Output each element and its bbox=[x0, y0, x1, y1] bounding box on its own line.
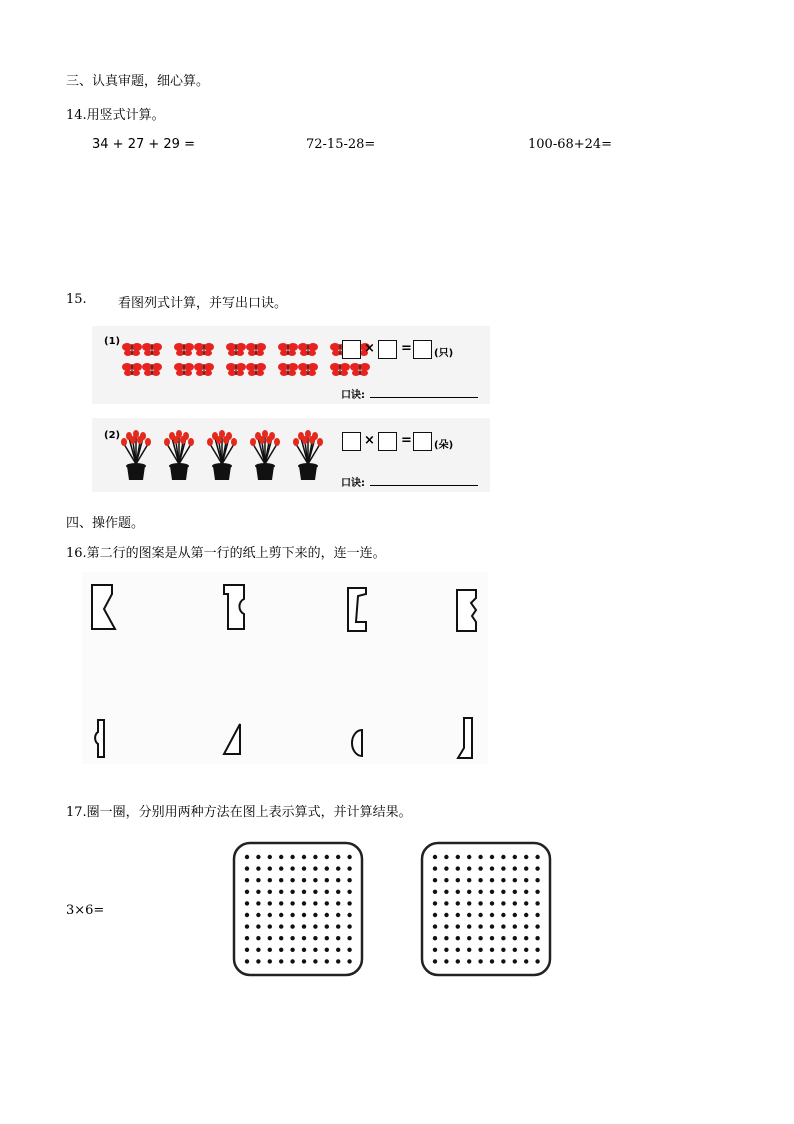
grid-dot bbox=[456, 890, 460, 894]
butterfly-icon bbox=[226, 363, 246, 376]
cut-piece-2 bbox=[224, 724, 240, 754]
grid-frame bbox=[234, 843, 362, 975]
cut-piece-4 bbox=[458, 718, 472, 758]
butterfly-icon bbox=[174, 363, 194, 376]
grid-dot bbox=[490, 890, 494, 894]
grid-dot bbox=[313, 890, 317, 894]
q15-panel-1 bbox=[92, 326, 490, 404]
flower-pot-icon bbox=[121, 430, 151, 480]
grid-dot bbox=[535, 924, 539, 928]
grid-dot bbox=[256, 878, 260, 882]
grid-dot bbox=[535, 890, 539, 894]
butterfly-icon bbox=[350, 363, 370, 376]
grid-dot bbox=[513, 959, 517, 963]
grid-dot bbox=[478, 866, 482, 870]
grid-dot bbox=[513, 948, 517, 952]
grid-dot bbox=[467, 913, 471, 917]
times-sign-1: × bbox=[364, 341, 375, 356]
butterfly-icon bbox=[298, 363, 318, 376]
q17-expression: 3×6= bbox=[66, 903, 105, 918]
butterfly-icon bbox=[122, 343, 142, 356]
flower-pot-group bbox=[124, 438, 334, 508]
grid-dot bbox=[456, 924, 460, 928]
flower-pot-icon bbox=[207, 430, 237, 480]
answer-box-2a[interactable] bbox=[342, 432, 361, 451]
grid-dot bbox=[444, 890, 448, 894]
equals-sign-1: = bbox=[401, 341, 412, 356]
grid-dot bbox=[279, 924, 283, 928]
grid-dot bbox=[456, 913, 460, 917]
grid-dot bbox=[302, 890, 306, 894]
grid-dot bbox=[490, 878, 494, 882]
butterfly-icon bbox=[298, 343, 318, 356]
grid-dot bbox=[256, 866, 260, 870]
grid-dot bbox=[347, 855, 351, 859]
grid-dot bbox=[302, 866, 306, 870]
paper-shape-3 bbox=[348, 588, 366, 631]
grid-dot bbox=[245, 948, 249, 952]
grid-dot bbox=[325, 924, 329, 928]
grid-dot bbox=[325, 936, 329, 940]
grid-dot bbox=[490, 913, 494, 917]
flower-pot-icon bbox=[164, 430, 194, 480]
grid-dot bbox=[444, 959, 448, 963]
grid-dot bbox=[245, 890, 249, 894]
grid-dot bbox=[347, 959, 351, 963]
expression-3: 100-68+24= bbox=[528, 137, 613, 152]
q16-shapes bbox=[82, 572, 488, 764]
grid-dot bbox=[313, 901, 317, 905]
grid-dot bbox=[490, 924, 494, 928]
grid-dot bbox=[347, 948, 351, 952]
grid-dot bbox=[467, 878, 471, 882]
grid-dot bbox=[513, 890, 517, 894]
grid-dot bbox=[535, 878, 539, 882]
grid-dot bbox=[268, 948, 272, 952]
unit-label-2: (朵) bbox=[434, 440, 454, 451]
question-16-title: 16.第二行的图案是从第一行的纸上剪下来的，连一连。 bbox=[66, 546, 386, 561]
grid-dot bbox=[325, 855, 329, 859]
grid-dot bbox=[268, 890, 272, 894]
grid-dot bbox=[433, 924, 437, 928]
grid-dot bbox=[256, 959, 260, 963]
grid-dot bbox=[245, 901, 249, 905]
grid-dot bbox=[478, 878, 482, 882]
grid-dot bbox=[290, 948, 294, 952]
q15-item1-label: (1) bbox=[104, 336, 121, 347]
answer-box-1b[interactable] bbox=[378, 340, 397, 359]
grid-dot bbox=[524, 901, 528, 905]
grid-dot bbox=[513, 878, 517, 882]
butterfly-icon bbox=[278, 343, 298, 356]
q15-panel-2 bbox=[92, 418, 490, 492]
paper-shape-2 bbox=[224, 585, 244, 629]
grid-dot bbox=[279, 913, 283, 917]
grid-dot bbox=[490, 855, 494, 859]
equals-sign-2: = bbox=[401, 433, 412, 448]
expression-1: 34 + 27 + 29 = bbox=[92, 137, 195, 152]
flower-pot-icon bbox=[293, 430, 323, 480]
grid-dot bbox=[501, 948, 505, 952]
grid-dot bbox=[268, 959, 272, 963]
dot-grid-2[interactable] bbox=[421, 842, 551, 976]
grid-dot bbox=[444, 901, 448, 905]
grid-dot bbox=[478, 855, 482, 859]
dot-grid-1[interactable] bbox=[233, 842, 363, 976]
grid-dot bbox=[290, 866, 294, 870]
koujue-label-2: 口诀: bbox=[341, 478, 365, 489]
grid-dot bbox=[245, 959, 249, 963]
grid-dot bbox=[268, 913, 272, 917]
grid-dot bbox=[535, 948, 539, 952]
grid-dot bbox=[524, 913, 528, 917]
grid-dot bbox=[290, 878, 294, 882]
grid-dot bbox=[302, 959, 306, 963]
grid-dot bbox=[347, 936, 351, 940]
answer-box-2c[interactable] bbox=[413, 432, 432, 451]
grid-dot bbox=[524, 959, 528, 963]
grid-dot bbox=[256, 924, 260, 928]
grid-dot bbox=[325, 890, 329, 894]
grid-dot bbox=[347, 913, 351, 917]
grid-dot bbox=[313, 913, 317, 917]
cut-piece-3 bbox=[352, 730, 362, 756]
grid-dot bbox=[535, 959, 539, 963]
grid-dot bbox=[535, 866, 539, 870]
grid-dot bbox=[290, 924, 294, 928]
grid-dot bbox=[433, 866, 437, 870]
grid-dot bbox=[501, 901, 505, 905]
grid-dot bbox=[456, 855, 460, 859]
grid-dot bbox=[336, 959, 340, 963]
grid-dot bbox=[279, 959, 283, 963]
answer-box-1a[interactable] bbox=[342, 340, 361, 359]
grid-dot bbox=[456, 878, 460, 882]
grid-dot bbox=[290, 855, 294, 859]
grid-dot bbox=[290, 890, 294, 894]
grid-dot bbox=[444, 936, 448, 940]
grid-dot bbox=[336, 948, 340, 952]
grid-dot bbox=[467, 948, 471, 952]
q16-panel bbox=[82, 572, 488, 764]
grid-dot bbox=[279, 936, 283, 940]
grid-dot bbox=[290, 959, 294, 963]
butterfly-icon bbox=[174, 343, 194, 356]
grid-dot bbox=[478, 924, 482, 928]
grid-dot bbox=[245, 936, 249, 940]
butterfly-icon bbox=[122, 363, 142, 376]
grid-dot bbox=[302, 878, 306, 882]
grid-dot bbox=[513, 855, 517, 859]
question-15-title: 看图列式计算，并写出口诀。 bbox=[118, 296, 288, 311]
grid-dot bbox=[478, 890, 482, 894]
grid-dot bbox=[535, 855, 539, 859]
grid-dot bbox=[490, 866, 494, 870]
grid-dot bbox=[313, 924, 317, 928]
grid-dot bbox=[444, 913, 448, 917]
grid-dot bbox=[245, 866, 249, 870]
grid-dot bbox=[325, 866, 329, 870]
grid-dot bbox=[490, 948, 494, 952]
grid-dot bbox=[302, 855, 306, 859]
grid-dot bbox=[325, 913, 329, 917]
grid-dot bbox=[444, 855, 448, 859]
grid-dot bbox=[279, 890, 283, 894]
grid-dot bbox=[524, 866, 528, 870]
grid-dot bbox=[336, 866, 340, 870]
grid-dot bbox=[433, 959, 437, 963]
grid-dot bbox=[256, 936, 260, 940]
grid-dot bbox=[279, 866, 283, 870]
grid-dot bbox=[456, 936, 460, 940]
grid-dot bbox=[535, 913, 539, 917]
grid-dot bbox=[467, 855, 471, 859]
grid-dot bbox=[336, 855, 340, 859]
grid-dot bbox=[478, 913, 482, 917]
grid-dot bbox=[524, 924, 528, 928]
grid-dot bbox=[513, 924, 517, 928]
grid-dot bbox=[524, 936, 528, 940]
butterfly-icon bbox=[194, 363, 214, 376]
grid-dot bbox=[501, 959, 505, 963]
butterfly-icon bbox=[226, 343, 246, 356]
grid-dot bbox=[501, 855, 505, 859]
grid-dot bbox=[256, 901, 260, 905]
grid-dot bbox=[513, 901, 517, 905]
grid-dot bbox=[456, 948, 460, 952]
grid-dot bbox=[256, 890, 260, 894]
grid-dot bbox=[433, 913, 437, 917]
expression-2: 72-15-28= bbox=[306, 137, 376, 152]
grid-dot bbox=[325, 948, 329, 952]
grid-dot bbox=[347, 924, 351, 928]
grid-dot bbox=[513, 866, 517, 870]
grid-dot bbox=[268, 866, 272, 870]
grid-dot bbox=[268, 936, 272, 940]
grid-dot bbox=[433, 855, 437, 859]
grid-dot bbox=[433, 878, 437, 882]
grid-dot bbox=[524, 890, 528, 894]
grid-dot bbox=[347, 866, 351, 870]
grid-dot bbox=[347, 890, 351, 894]
grid-dot bbox=[325, 959, 329, 963]
butterfly-icon bbox=[142, 343, 162, 356]
question-17-title: 17.圈一圈，分别用两种方法在图上表示算式，并计算结果。 bbox=[66, 805, 412, 820]
grid-dot bbox=[433, 901, 437, 905]
grid-dot bbox=[490, 936, 494, 940]
grid-dot bbox=[535, 936, 539, 940]
grid-dot bbox=[478, 936, 482, 940]
koujue-answer-line-1[interactable] bbox=[370, 397, 478, 398]
grid-dot bbox=[336, 890, 340, 894]
grid-dot bbox=[478, 948, 482, 952]
grid-dot bbox=[313, 878, 317, 882]
koujue-label-1: 口诀: bbox=[341, 390, 365, 401]
grid-dot bbox=[290, 936, 294, 940]
grid-dot bbox=[456, 959, 460, 963]
grid-dot bbox=[302, 936, 306, 940]
grid-dot bbox=[302, 924, 306, 928]
question-15-number: 15. bbox=[66, 292, 87, 307]
grid-dot bbox=[433, 936, 437, 940]
grid-dot bbox=[501, 936, 505, 940]
grid-dot bbox=[268, 924, 272, 928]
paper-shape-1 bbox=[92, 585, 115, 629]
grid-dot bbox=[302, 948, 306, 952]
grid-dot bbox=[302, 913, 306, 917]
grid-dot bbox=[490, 901, 494, 905]
grid-dot bbox=[245, 878, 249, 882]
grid-dot bbox=[444, 924, 448, 928]
grid-dot bbox=[490, 959, 494, 963]
grid-dot bbox=[467, 890, 471, 894]
grid-dot bbox=[268, 855, 272, 859]
grid-dot bbox=[336, 924, 340, 928]
grid-dot bbox=[524, 855, 528, 859]
grid-dot bbox=[325, 901, 329, 905]
grid-dot bbox=[325, 878, 329, 882]
times-sign-2: × bbox=[364, 433, 375, 448]
grid-dot bbox=[313, 866, 317, 870]
grid-dot bbox=[433, 890, 437, 894]
q15-item2-label: (2) bbox=[104, 430, 121, 441]
grid-dot bbox=[245, 913, 249, 917]
section-heading-3: 三、认真审题，细心算。 bbox=[66, 74, 210, 89]
grid-dot bbox=[313, 948, 317, 952]
grid-dot bbox=[513, 936, 517, 940]
grid-dot bbox=[467, 959, 471, 963]
grid-dot bbox=[456, 901, 460, 905]
grid-dot bbox=[313, 855, 317, 859]
grid-dot bbox=[467, 866, 471, 870]
grid-dot bbox=[467, 901, 471, 905]
butterfly-group bbox=[120, 340, 320, 410]
grid-dot bbox=[313, 936, 317, 940]
grid-dot bbox=[501, 924, 505, 928]
grid-dot bbox=[313, 959, 317, 963]
grid-dot bbox=[478, 901, 482, 905]
butterfly-icon bbox=[278, 363, 298, 376]
grid-dot bbox=[347, 878, 351, 882]
grid-dot bbox=[256, 948, 260, 952]
grid-dot bbox=[336, 936, 340, 940]
grid-dot bbox=[501, 878, 505, 882]
grid-dot bbox=[524, 948, 528, 952]
grid-dot bbox=[478, 959, 482, 963]
grid-dot bbox=[279, 948, 283, 952]
grid-dot bbox=[501, 890, 505, 894]
grid-dot bbox=[444, 866, 448, 870]
grid-dot bbox=[290, 913, 294, 917]
grid-dot bbox=[444, 878, 448, 882]
grid-dot bbox=[279, 901, 283, 905]
paper-shape-4 bbox=[457, 590, 476, 631]
grid-dot bbox=[347, 901, 351, 905]
grid-dot bbox=[444, 948, 448, 952]
grid-dot bbox=[501, 913, 505, 917]
butterfly-icon bbox=[246, 363, 266, 376]
grid-dot bbox=[336, 913, 340, 917]
butterfly-icon bbox=[142, 363, 162, 376]
grid-dot bbox=[245, 924, 249, 928]
question-14-title: 14.用竖式计算。 bbox=[66, 108, 165, 123]
grid-dot bbox=[268, 901, 272, 905]
butterfly-icon bbox=[246, 343, 266, 356]
grid-dot bbox=[245, 855, 249, 859]
grid-dot bbox=[467, 924, 471, 928]
grid-dot bbox=[256, 913, 260, 917]
unit-label-1: (只) bbox=[434, 348, 454, 359]
grid-dot bbox=[279, 878, 283, 882]
flower-pot-icon bbox=[250, 430, 280, 480]
grid-dot bbox=[456, 866, 460, 870]
grid-dot bbox=[256, 855, 260, 859]
grid-dot bbox=[513, 913, 517, 917]
grid-frame bbox=[422, 843, 550, 975]
grid-dot bbox=[268, 878, 272, 882]
grid-dot bbox=[501, 866, 505, 870]
grid-dot bbox=[279, 855, 283, 859]
grid-dot bbox=[302, 901, 306, 905]
koujue-answer-line-2[interactable] bbox=[370, 485, 478, 486]
grid-dot bbox=[336, 878, 340, 882]
grid-dot bbox=[290, 901, 294, 905]
butterfly-icon bbox=[194, 343, 214, 356]
grid-dot bbox=[535, 901, 539, 905]
butterfly-icon bbox=[330, 363, 350, 376]
section-heading-4: 四、操作题。 bbox=[66, 516, 145, 531]
grid-dot bbox=[467, 936, 471, 940]
answer-box-2b[interactable] bbox=[378, 432, 397, 451]
grid-dot bbox=[336, 901, 340, 905]
answer-box-1c[interactable] bbox=[413, 340, 432, 359]
cut-piece-1 bbox=[95, 720, 104, 757]
grid-dot bbox=[433, 948, 437, 952]
grid-dot bbox=[524, 878, 528, 882]
